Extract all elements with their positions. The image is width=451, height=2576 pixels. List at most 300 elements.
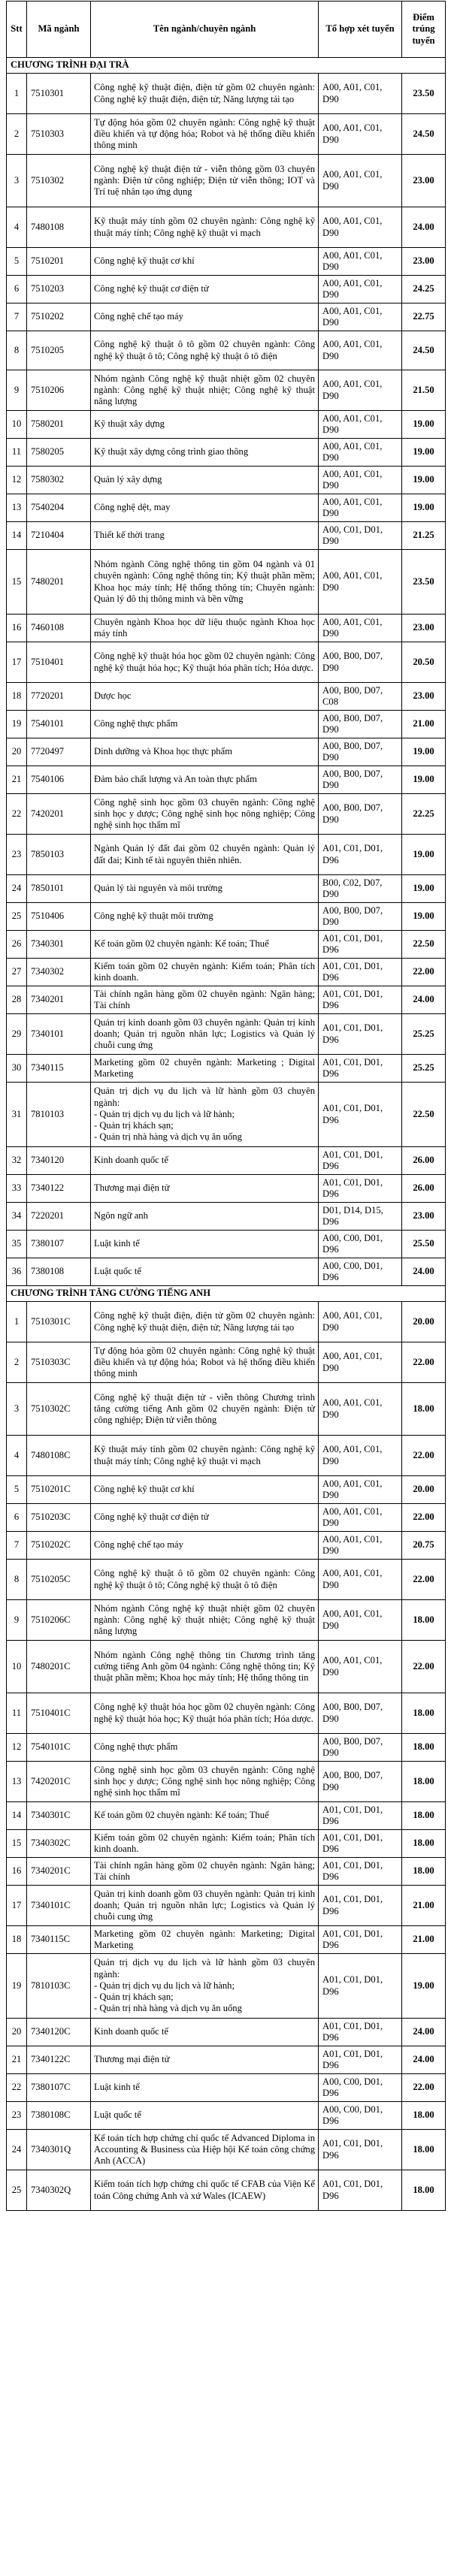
header-code: Mã ngành — [27, 2, 91, 58]
row-name: Luật quốc tế — [91, 2102, 319, 2130]
row-stt: 4 — [7, 207, 27, 248]
table-row — [7, 1830, 446, 1858]
row-stt: 15 — [7, 550, 27, 615]
row-combo: A01, C01, D01, D96 — [319, 2046, 402, 2074]
row-name: Kiểm toán tích hợp chứng chỉ quốc tế CFAB của Viện Kế toán Công chứng Anh và xứ Wales (ICAEW) — [91, 2170, 319, 2211]
row-code: 7480201C — [27, 1641, 91, 1693]
table-row — [7, 1258, 446, 1286]
row-combo: A00, A01, C01, D90 — [319, 1600, 402, 1641]
row-score: 21.50 — [402, 370, 446, 411]
row-stt: 19 — [7, 1954, 27, 2019]
row-score: 19.00 — [402, 766, 446, 794]
row-stt: 6 — [7, 1504, 27, 1532]
row-code: 7420201C — [27, 1762, 91, 1802]
row-combo: A00, B00, D07, D90 — [319, 1734, 402, 1762]
row-code: 7340301Q — [27, 2130, 91, 2170]
row-name: Kinh doanh quốc tế — [91, 2019, 319, 2046]
row-stt: 22 — [7, 794, 27, 835]
row-name: Thương mại điện tử — [91, 2046, 319, 2074]
row-combo: A00, B00, D07, D90 — [319, 903, 402, 931]
header-score: Điểm trúng tuyển — [402, 2, 446, 58]
row-name: Luật quốc tế — [91, 1258, 319, 1286]
row-stt: 4 — [7, 1436, 27, 1476]
row-stt: 22 — [7, 2074, 27, 2102]
row-score: 19.00 — [402, 738, 446, 766]
table-row — [7, 1504, 446, 1532]
row-score: 24.25 — [402, 276, 446, 304]
row-stt: 5 — [7, 1476, 27, 1504]
table-row — [7, 494, 446, 522]
row-name: Ngôn ngữ anh — [91, 1203, 319, 1231]
row-stt: 8 — [7, 331, 27, 370]
row-score: 22.00 — [402, 2074, 446, 2102]
table-row — [7, 467, 446, 494]
table-row — [7, 1476, 446, 1504]
table-row — [7, 903, 446, 931]
row-code: 7340122C — [27, 2046, 91, 2074]
row-score: 25.50 — [402, 1231, 446, 1258]
row-code: 7540101C — [27, 1734, 91, 1762]
row-name: Công nghệ kỹ thuật ô tô gồm 02 chuyên ngành: Công nghệ kỹ thuật ô tô; Công nghệ kỹ thuật ô tô điện — [91, 1560, 319, 1600]
row-code: 7340301C — [27, 1802, 91, 1830]
table-row — [7, 114, 446, 155]
table-row — [7, 1954, 446, 2019]
row-stt: 30 — [7, 1055, 27, 1083]
row-stt: 11 — [7, 1693, 27, 1734]
row-code: 7810103C — [27, 1954, 91, 2019]
row-name: Đảm bảo chất lượng và An toàn thực phẩm — [91, 766, 319, 794]
table-row — [7, 370, 446, 411]
table-row — [7, 1926, 446, 1954]
row-stt: 29 — [7, 1014, 27, 1055]
row-score: 19.00 — [402, 903, 446, 931]
row-score: 18.00 — [402, 1858, 446, 1886]
row-score: 22.25 — [402, 794, 446, 835]
row-combo: A00, A01, C01, D90 — [319, 74, 402, 114]
row-name: Công nghệ kỹ thuật điện tử - viễn thông gồm 03 chuyên ngành: Điện tử công nghiệp; Điện tử viễn thông; IOT và Trí tuệ nhân tạo ứng dụng — [91, 155, 319, 207]
row-stt: 12 — [7, 1734, 27, 1762]
table-row — [7, 959, 446, 986]
row-name: Công nghệ kỹ thuật ô tô gồm 02 chuyên ngành: Công nghệ kỹ thuật ô tô; Công nghệ kỹ thuật ô tô điện — [91, 331, 319, 370]
row-stt: 12 — [7, 467, 27, 494]
table-row — [7, 1734, 446, 1762]
row-score: 25.25 — [402, 1014, 446, 1055]
row-code: 7340115C — [27, 1926, 91, 1954]
row-score: 22.00 — [402, 1641, 446, 1693]
row-name: Ngành Quản lý đất đai gồm 02 chuyên ngành: Quản lý đất đai; Kinh tế tài nguyên thiên nhiên. — [91, 835, 319, 875]
row-name: Kế toán gồm 02 chuyên ngành: Kế toán; Thuế — [91, 1802, 319, 1830]
row-combo: A01, C01, D01, D96 — [319, 931, 402, 959]
row-combo: A00, A01, C01, D90 — [319, 114, 402, 155]
row-stt: 3 — [7, 1383, 27, 1436]
row-combo: A00, C00, D01, D96 — [319, 2102, 402, 2130]
row-stt: 15 — [7, 1830, 27, 1858]
row-name: Kiểm toán gồm 02 chuyên ngành: Kiểm toán; Phân tích kinh doanh. — [91, 1830, 319, 1858]
row-score: 23.00 — [402, 683, 446, 711]
row-combo: A00, A01, C01, D90 — [319, 411, 402, 439]
row-code: 7510406 — [27, 903, 91, 931]
header-combo: Tổ hợp xét tuyển — [319, 2, 402, 58]
row-code: 7510301 — [27, 74, 91, 114]
row-code: 7480201 — [27, 550, 91, 615]
row-name: Công nghệ chế tạo máy — [91, 1532, 319, 1560]
table-row — [7, 615, 446, 642]
row-score: 21.00 — [402, 711, 446, 738]
row-stt: 21 — [7, 2046, 27, 2074]
row-score: 19.00 — [402, 1954, 446, 2019]
row-score: 20.50 — [402, 642, 446, 683]
row-code: 7510206 — [27, 370, 91, 411]
row-score: 22.50 — [402, 931, 446, 959]
row-stt: 34 — [7, 1203, 27, 1231]
table-row — [7, 1858, 446, 1886]
row-score: 22.00 — [402, 1342, 446, 1383]
row-score: 24.50 — [402, 114, 446, 155]
row-combo: A00, B00, D07, D90 — [319, 766, 402, 794]
row-code: 7420201 — [27, 794, 91, 835]
table-row — [7, 835, 446, 875]
table-row — [7, 738, 446, 766]
row-name: Tài chính ngân hàng gồm 02 chuyên ngành: Ngân hàng; Tài chính — [91, 1858, 319, 1886]
row-score: 24.00 — [402, 2046, 446, 2074]
row-name: Công nghệ kỹ thuật hóa học gồm 02 chuyên ngành: Công nghệ kỹ thuật hóa học; Kỹ thuật hóa phân tích; Hóa dược. — [91, 1693, 319, 1734]
row-name: Quản trị kinh doanh gồm 03 chuyên ngành: Quản trị kinh doanh; Quản trị nguồn nhân lực; Logistics và Quản lý chuỗi cung ứng — [91, 1014, 319, 1055]
row-code: 7510205 — [27, 331, 91, 370]
table-row — [7, 2074, 446, 2102]
table-row — [7, 155, 446, 207]
table-row — [7, 276, 446, 304]
row-code: 7510303C — [27, 1342, 91, 1383]
row-stt: 16 — [7, 615, 27, 642]
row-code: 7340302C — [27, 1830, 91, 1858]
row-stt: 14 — [7, 1802, 27, 1830]
row-stt: 7 — [7, 1532, 27, 1560]
row-name: Marketing gồm 02 chuyên ngành: Marketing ; Digital Marketing — [91, 1055, 319, 1083]
row-code: 7510401 — [27, 642, 91, 683]
row-stt: 2 — [7, 114, 27, 155]
row-code: 7540101 — [27, 711, 91, 738]
row-combo: A00, A01, C01, D90 — [319, 207, 402, 248]
row-code: 7340301 — [27, 931, 91, 959]
row-name: Thương mại điện tử — [91, 1175, 319, 1203]
table-row — [7, 1231, 446, 1258]
row-stt: 1 — [7, 74, 27, 114]
table-row — [7, 683, 446, 711]
row-stt: 35 — [7, 1231, 27, 1258]
row-code: 7340120C — [27, 2019, 91, 2046]
row-score: 24.50 — [402, 331, 446, 370]
row-score: 20.00 — [402, 1476, 446, 1504]
row-stt: 17 — [7, 1886, 27, 1926]
row-score: 24.00 — [402, 1258, 446, 1286]
row-score: 18.00 — [402, 2130, 446, 2170]
row-code: 7340122 — [27, 1175, 91, 1203]
row-code: 7380108C — [27, 2102, 91, 2130]
row-code: 7480108C — [27, 1436, 91, 1476]
row-code: 7510303 — [27, 114, 91, 155]
row-score: 23.00 — [402, 248, 446, 276]
table-row — [7, 1302, 446, 1342]
row-stt: 9 — [7, 1600, 27, 1641]
row-name: Tự động hóa gồm 02 chuyên ngành: Công nghệ kỹ thuật điều khiển và tự động hóa; Robot và hệ thống điều khiển thông minh — [91, 114, 319, 155]
row-combo: A00, B00, D07, D90 — [319, 711, 402, 738]
row-name: Kỹ thuật xây dựng — [91, 411, 319, 439]
row-combo: A00, A01, C01, D90 — [319, 1532, 402, 1560]
row-score: 22.00 — [402, 1436, 446, 1476]
table-row — [7, 411, 446, 439]
row-code: 7340302 — [27, 959, 91, 986]
row-code: 7540106 — [27, 766, 91, 794]
table-row — [7, 1055, 446, 1083]
row-score: 23.00 — [402, 615, 446, 642]
section-row — [7, 58, 446, 74]
row-code: 7510202C — [27, 1532, 91, 1560]
row-code: 7340201 — [27, 986, 91, 1014]
row-combo: A01, C01, D01, D96 — [319, 2130, 402, 2170]
table-row — [7, 875, 446, 903]
row-combo: A01, C01, D01, D96 — [319, 1830, 402, 1858]
row-name: Kinh doanh quốc tế — [91, 1147, 319, 1175]
row-code: 7380108 — [27, 1258, 91, 1286]
table-row — [7, 794, 446, 835]
row-score: 19.00 — [402, 875, 446, 903]
row-combo: A00, B00, D07, D90 — [319, 738, 402, 766]
row-name: Kế toán tích hợp chứng chỉ quốc tế Advanced Diploma in Accounting & Business của Hiệp hội Kế toán công chứng Anh (ACCA) — [91, 2130, 319, 2170]
table-row — [7, 1342, 446, 1383]
row-score: 18.00 — [402, 1802, 446, 1830]
row-code: 7510201 — [27, 248, 91, 276]
row-score: 20.00 — [402, 1302, 446, 1342]
row-combo: A00, B00, D07, D90 — [319, 1693, 402, 1734]
table-row — [7, 1175, 446, 1203]
row-stt: 2 — [7, 1342, 27, 1383]
table-header — [7, 2, 446, 58]
row-code: 7510205C — [27, 1560, 91, 1600]
row-stt: 28 — [7, 986, 27, 1014]
row-combo: A01, C01, D01, D96 — [319, 1886, 402, 1926]
row-stt: 1 — [7, 1302, 27, 1342]
row-name: Công nghệ dệt, may — [91, 494, 319, 522]
row-combo: A01, C01, D01, D96 — [319, 1802, 402, 1830]
row-stt: 24 — [7, 2130, 27, 2170]
row-name: Quản lý xây dựng — [91, 467, 319, 494]
row-score: 21.25 — [402, 522, 446, 550]
row-stt: 11 — [7, 439, 27, 467]
row-score: 26.00 — [402, 1175, 446, 1203]
table-row — [7, 1600, 446, 1641]
row-code: 7460108 — [27, 615, 91, 642]
header-name: Tên ngành/chuyên ngành — [91, 2, 319, 58]
row-stt: 26 — [7, 931, 27, 959]
row-score: 19.00 — [402, 494, 446, 522]
row-combo: A00, A01, C01, D90 — [319, 331, 402, 370]
row-code: 7510206C — [27, 1600, 91, 1641]
row-score: 22.50 — [402, 1083, 446, 1147]
row-stt: 17 — [7, 642, 27, 683]
row-score: 18.00 — [402, 1734, 446, 1762]
row-score: 18.00 — [402, 1600, 446, 1641]
header-stt: Stt — [7, 2, 27, 58]
row-stt: 25 — [7, 2170, 27, 2211]
section-title: CHƯƠNG TRÌNH ĐẠI TRÀ — [7, 58, 446, 74]
row-code: 7380107C — [27, 2074, 91, 2102]
row-code: 7220201 — [27, 1203, 91, 1231]
row-stt: 24 — [7, 875, 27, 903]
row-name: Công nghệ sinh học gồm 03 chuyên ngành: Công nghệ sinh học y dược; Công nghệ sinh học nông nghiệp; Công nghệ sinh học thẩm mĩ — [91, 1762, 319, 1802]
row-score: 21.00 — [402, 1926, 446, 1954]
row-name: Công nghệ kỹ thuật điện tử - viễn thông Chương trình tăng cường tiếng Anh gồm 02 chuyên ngành: Điện tử công nghiệp; Điện tử viễn thông — [91, 1383, 319, 1436]
row-score: 18.00 — [402, 2170, 446, 2211]
row-combo: A00, A01, C01, D90 — [319, 276, 402, 304]
row-combo: A01, C01, D01, D96 — [319, 1147, 402, 1175]
row-score: 21.00 — [402, 1886, 446, 1926]
row-combo: A00, A01, C01, D90 — [319, 615, 402, 642]
section-title: CHƯƠNG TRÌNH TĂNG CƯỜNG TIẾNG ANH — [7, 1286, 446, 1302]
row-score: 23.00 — [402, 1203, 446, 1231]
row-stt: 18 — [7, 1926, 27, 1954]
table-row — [7, 1014, 446, 1055]
row-combo: A01, C01, D01, D96 — [319, 2019, 402, 2046]
row-combo: A01, C01, D01, D96 — [319, 1926, 402, 1954]
row-score: 26.00 — [402, 1147, 446, 1175]
row-stt: 27 — [7, 959, 27, 986]
row-code: 7850103 — [27, 835, 91, 875]
row-stt: 7 — [7, 304, 27, 331]
row-name: Quản trị dịch vụ du lịch và lữ hành gồm 03 chuyên ngành: - Quản trị dịch vụ du lịch và lữ hành; - Quản trị khách sạn; - Quản trị nhà hàng và dịch vụ ăn uống — [91, 1083, 319, 1147]
row-name: Công nghệ chế tạo máy — [91, 304, 319, 331]
row-combo: A01, C01, D01, D96 — [319, 1954, 402, 2019]
table-row — [7, 248, 446, 276]
row-stt: 13 — [7, 494, 27, 522]
table-row — [7, 1641, 446, 1693]
row-combo: A00, B00, D07, D90 — [319, 642, 402, 683]
table-row — [7, 1802, 446, 1830]
row-code: 7580201 — [27, 411, 91, 439]
row-name: Luật kinh tế — [91, 2074, 319, 2102]
table-row — [7, 2130, 446, 2170]
row-name: Kiểm toán gồm 02 chuyên ngành: Kiểm toán; Phân tích kinh doanh. — [91, 959, 319, 986]
row-combo: A00, A01, C01, D90 — [319, 1342, 402, 1383]
row-stt: 23 — [7, 835, 27, 875]
row-stt: 10 — [7, 1641, 27, 1693]
row-stt: 21 — [7, 766, 27, 794]
header-row — [7, 2, 446, 58]
row-score: 18.00 — [402, 1693, 446, 1734]
table-row — [7, 2019, 446, 2046]
table-row — [7, 766, 446, 794]
row-name: Tài chính ngân hàng gồm 02 chuyên ngành: Ngân hàng; Tài chính — [91, 986, 319, 1014]
row-combo: A00, A01, C01, D90 — [319, 1302, 402, 1342]
row-stt: 5 — [7, 248, 27, 276]
row-score: 19.00 — [402, 835, 446, 875]
row-code: 7510202 — [27, 304, 91, 331]
row-stt: 33 — [7, 1175, 27, 1203]
row-name: Công nghệ kỹ thuật cơ điện tử — [91, 1504, 319, 1532]
row-name: Marketing gồm 02 chuyên ngành: Marketing; Digital Marketing — [91, 1926, 319, 1954]
row-stt: 20 — [7, 2019, 27, 2046]
row-combo: A00, C01, D01, D90 — [319, 522, 402, 550]
row-combo: A00, B00, D07, D90 — [319, 1762, 402, 1802]
row-name: Quản trị kinh doanh gồm 03 chuyên ngành: Quản trị kinh doanh; Quản trị nguồn nhân lực; Logistics và Quản lý chuỗi cung ứng — [91, 1886, 319, 1926]
row-code: 7380107 — [27, 1231, 91, 1258]
table-row — [7, 2170, 446, 2211]
row-name: Công nghệ kỹ thuật điện, điện tử gồm 02 chuyên ngành: Công nghệ kỹ thuật điện, điện tử; Năng lượng tái tạo — [91, 1302, 319, 1342]
row-combo: A01, C01, D01, D96 — [319, 959, 402, 986]
table-row — [7, 2102, 446, 2130]
row-name: Công nghệ thực phẩm — [91, 711, 319, 738]
row-name: Quản trị dịch vụ du lịch và lữ hành gồm 03 chuyên ngành: - Quản trị dịch vụ du lịch và lữ hành; - Quản trị khách sạn; - Quản trị nhà hàng và dịch vụ ăn uống — [91, 1954, 319, 2019]
row-stt: 19 — [7, 711, 27, 738]
row-combo: A01, C01, D01, D96 — [319, 1055, 402, 1083]
row-code: 7720201 — [27, 683, 91, 711]
row-name: Công nghệ sinh học gồm 03 chuyên ngành: Công nghệ sinh học y dược; Công nghệ sinh học nông nghiệp; Công nghệ sinh học thẩm mĩ — [91, 794, 319, 835]
row-name: Công nghệ kỹ thuật hóa học gồm 02 chuyên ngành: Công nghệ kỹ thuật hóa học; Kỹ thuật hóa phân tích; Hóa dược. — [91, 642, 319, 683]
row-stt: 8 — [7, 1560, 27, 1600]
table-row — [7, 1762, 446, 1802]
table-row — [7, 1147, 446, 1175]
row-name: Kỹ thuật máy tính gồm 02 chuyên ngành: Công nghệ kỹ thuật máy tính; Công nghệ kỹ thuật vi mạch — [91, 1436, 319, 1476]
row-stt: 13 — [7, 1762, 27, 1802]
row-stt: 14 — [7, 522, 27, 550]
row-combo: D01, D14, D15, D96 — [319, 1203, 402, 1231]
row-code: 7510302C — [27, 1383, 91, 1436]
row-code: 7510302 — [27, 155, 91, 207]
row-combo: A00, A01, C01, D90 — [319, 1476, 402, 1504]
row-score: 22.75 — [402, 304, 446, 331]
row-combo: A00, C00, D01, D96 — [319, 1231, 402, 1258]
row-name: Nhóm ngành Công nghệ kỹ thuật nhiệt gồm 02 chuyên ngành: Công nghệ kỹ thuật nhiệt; Công nghệ kỹ thuật năng lượng — [91, 370, 319, 411]
table-row — [7, 1083, 446, 1147]
row-score: 18.00 — [402, 1383, 446, 1436]
table-row — [7, 1693, 446, 1734]
row-stt: 36 — [7, 1258, 27, 1286]
row-code: 7340302Q — [27, 2170, 91, 2211]
row-stt: 23 — [7, 2102, 27, 2130]
row-combo: A01, C01, D01, D96 — [319, 1014, 402, 1055]
table-row — [7, 74, 446, 114]
row-combo: A00, C00, D01, D96 — [319, 1258, 402, 1286]
row-code: 7580302 — [27, 467, 91, 494]
row-stt: 25 — [7, 903, 27, 931]
row-score: 23.50 — [402, 550, 446, 615]
table-row — [7, 522, 446, 550]
row-combo: A00, A01, C01, D90 — [319, 248, 402, 276]
row-name: Nhóm ngành Công nghệ thông tin gồm 04 ngành và 01 chuyên ngành: Công nghệ thông tin; Kỹ thuật phần mềm; Khoa học máy tính; Hệ thống thông tin; Chuyên ngành: Quản lý đô thị thông minh và bền vững — [91, 550, 319, 615]
row-code: 7510203C — [27, 1504, 91, 1532]
row-code: 7340115 — [27, 1055, 91, 1083]
table-row — [7, 1383, 446, 1436]
table-row — [7, 711, 446, 738]
row-score: 19.00 — [402, 467, 446, 494]
table-row — [7, 931, 446, 959]
row-score: 22.00 — [402, 1560, 446, 1600]
table-row — [7, 1886, 446, 1926]
row-name: Dinh dưỡng và Khoa học thực phẩm — [91, 738, 319, 766]
row-combo: A00, A01, C01, D90 — [319, 1641, 402, 1693]
row-combo: A01, C01, D01, D96 — [319, 1858, 402, 1886]
row-name: Kỹ thuật xây dựng công trình giao thông — [91, 439, 319, 467]
section-row — [7, 1286, 446, 1302]
admission-score-table — [6, 1, 446, 2211]
table-row — [7, 642, 446, 683]
table-row — [7, 331, 446, 370]
row-name: Công nghệ kỹ thuật môi trường — [91, 903, 319, 931]
row-code: 7540204 — [27, 494, 91, 522]
row-name: Kế toán gồm 02 chuyên ngành: Kế toán; Thuế — [91, 931, 319, 959]
row-name: Công nghệ kỹ thuật điện, điện tử gồm 02 chuyên ngành: Công nghệ kỹ thuật điện, điện tử; Năng lượng tái tạo — [91, 74, 319, 114]
row-combo: A00, A01, C01, D90 — [319, 155, 402, 207]
row-combo: A00, A01, C01, D90 — [319, 439, 402, 467]
